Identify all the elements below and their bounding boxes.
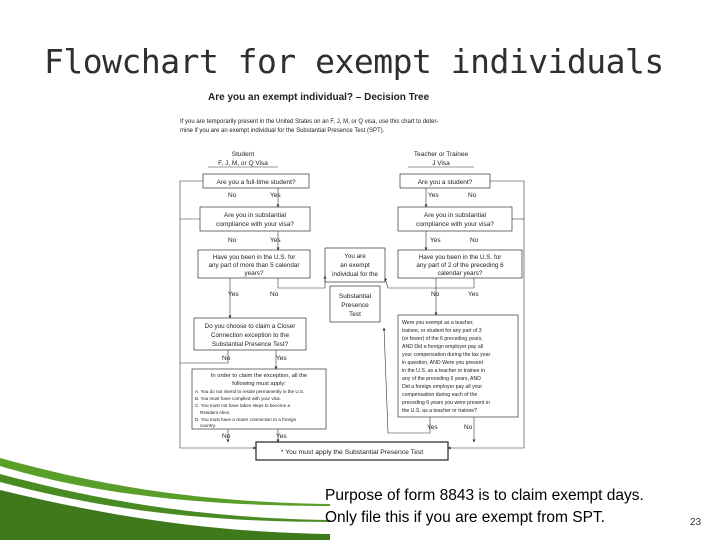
requirements-line-1: In order to claim the exception, all the [210,373,308,379]
teacher-q-line: Did a foreign employer pay all your [402,384,483,390]
spt-line-3: Test [349,311,361,318]
caption-line-2: Only file this if you are exempt from SPT. [325,509,605,526]
teacher-compliance-q1: Are you in substantial [423,212,487,219]
intro-line-1: If you are temporarily present in the United States on an F, J, M, or Q visa, use this chart to deter- [180,119,439,125]
requirement-d2: country. [200,423,216,428]
closer-yes: Yes [276,355,287,362]
teacher-q-line: compensation during each of the [402,392,478,398]
teacher-q-line: any of the preceding 6 years, AND [402,376,482,382]
spt-line-2: Presence [341,302,369,309]
spt-line-1: Substantial [338,293,372,300]
student-compliance-yes: Yes [270,237,281,244]
requirements-line-2: following must apply: [232,381,286,387]
closer-q1: Do you choose to claim a Closer [204,323,296,330]
decision-tree-diagram [178,88,528,466]
teacher-q-line: in question, AND Were you present [402,360,483,366]
teacher-q-line: in the U.S. as a teacher or trainee in [402,368,486,374]
teacher-6yr-yes: Yes [468,291,479,298]
teacher-compliance-q2: compliance with your visa? [416,221,494,228]
fulltime-yes: Yes [270,192,281,199]
teacher-q-line: Were you exempt as a teacher, [402,320,474,326]
exempt-line-2: an exempt [340,262,370,269]
diagram-heading: Are you an exempt individual? – Decision Tree [208,92,430,103]
slide-caption [325,485,644,529]
student-5yr-no: No [270,291,279,298]
student-compliance-no: No [228,237,237,244]
teacher-6yr-no: No [431,291,440,298]
requirements-no: No [222,433,231,440]
closer-q3: Substantial Presence Test? [211,341,289,348]
slide-title: Flowchart for exempt individuals [44,42,664,81]
teacher-exempt-yes: Yes [427,424,438,431]
teacher-6yr-q2: any part of 2 of the preceding 6 [416,262,504,269]
teacher-student-no: No [468,192,477,199]
teacher-q-line: AND Did a foreign employer pay all [402,344,484,350]
fulltime-student-question: Are you a full-time student? [216,179,296,186]
teacher-compliance-yes: Yes [430,237,441,244]
green-ribbon-decoration [0,440,330,540]
teacher-6yr-q1: Have you been in the U.S. for [418,254,502,261]
requirement-c2: Resident Alien. [200,410,231,415]
student-compliance-q2: compliance with your visa? [216,221,294,228]
student-header: Student [231,151,255,158]
page-number: 23 [690,517,702,528]
teacher-q-line: your compensation during the tax year [402,352,491,358]
requirements-yes: Yes [276,433,287,440]
intro-line-2: mine if you are an exempt individual for the Substantial Presence Test (SPT). [180,128,385,134]
requirement-c1: C. You must not have taken steps to become a [195,403,290,408]
student-5yr-yes: Yes [228,291,239,298]
caption-line-1: Purpose of form 8843 is to claim exempt days. [325,487,644,504]
teacher-student-question: Are you a student? [417,179,473,186]
requirement-b: B. You must have complied with your visa. [195,396,281,401]
exempt-line-1: You are [344,253,366,260]
teacher-compliance-no: No [470,237,479,244]
student-5yr-q3: years? [244,270,264,277]
requirement-d1: D. You must have a closer connection to a foreign [195,417,297,422]
teacher-visa-header: J Visa [432,160,450,167]
must-apply-spt-text: * You must apply the Substantial Presence Test [280,449,424,456]
teacher-q-line: (or fewer) of the 6 preceding years, [402,336,483,342]
closer-no: No [222,355,231,362]
requirement-a: A. You do not intend to reside permanently in the U.S. [195,389,305,394]
teacher-student-yes: Yes [428,192,439,199]
student-compliance-q1: Are you in substantial [223,212,287,219]
student-5yr-q1: Have you been in the U.S. for [212,254,296,261]
teacher-q-line: preceding 6 years you were present in [402,400,490,406]
teacher-q-line: trainee, or student for any part of 3 [402,328,482,334]
teacher-q-line: the U.S. as a teacher or trainee? [402,408,477,414]
student-5yr-q2: any part of more than 5 calendar [208,262,300,269]
teacher-header: Teacher or Trainee [413,151,469,158]
fulltime-no: No [228,192,237,199]
teacher-6yr-q3: calendar years? [437,270,483,277]
closer-q2: Connection exception to the [210,332,290,339]
exempt-line-3: individual for the [332,271,378,278]
student-visa-header: F, J, M, or Q Visa [218,160,268,167]
teacher-exempt-no: No [464,424,473,431]
